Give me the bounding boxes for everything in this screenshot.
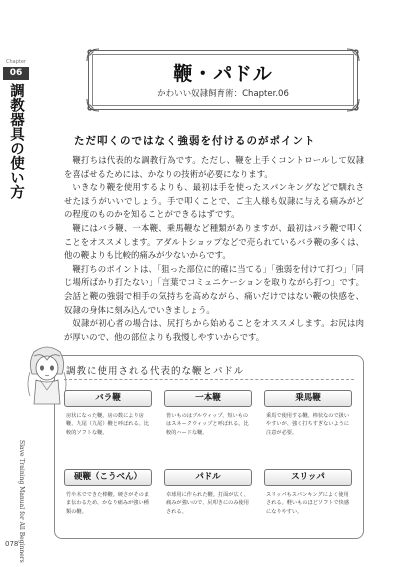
paragraph: 鞭にはバラ鞭、一本鞭、乗馬鞭など種類がありますが、最初はバラ鞭で叩くことをオススメします。アダルトショップなどで売られているバラ鞭の多くは、他の鞭よりも比較的痛みが少ないからです。 bbox=[64, 222, 364, 261]
whip-card bbox=[64, 469, 152, 516]
paragraph: いきなり鞭を使用するよりも、最初は手を使ったスパンキングなどで馴れさせたほうがいいでしょう。手で叩くことで、ご主人様も奴隷に与える痛みがどの程度のものかを知ることができるはずです。 bbox=[64, 182, 364, 220]
whip-name: スリッパ bbox=[264, 469, 352, 486]
whip-description: 房状になった鞭。房の数により房鞭、九尾（九尾）鞭と呼ばれる。比較的ソフトな鞭。 bbox=[66, 413, 150, 436]
whip-name: 硬鞭（こうべん） bbox=[64, 469, 152, 486]
whip-description: スリッパもスパンキングによく使用される。軽いものほどソフトで快感になりやすい。 bbox=[266, 492, 350, 515]
whip-description: 卓球用に作られた鞭。打面が広く、痛みが強いので、尻叩きにのみ使用される。 bbox=[166, 492, 249, 515]
heading-divider bbox=[64, 379, 354, 380]
ornament-corner-icon bbox=[85, 97, 101, 113]
whip-card bbox=[164, 469, 252, 516]
chapter-tab bbox=[3, 60, 29, 80]
paragraph: 鞭打ちは代表的な調教行為です。ただし、鞭を上手くコントロールして奴隷を喜ばせるためには、かなりの技術が必要になります。 bbox=[64, 155, 364, 179]
section-heading: ただ叩くのではなく強弱を付けるのがポイント bbox=[74, 135, 316, 147]
page-number: 078 bbox=[5, 540, 19, 548]
whip-description: 乗馬で使用する鞭。棒状なので扱いやすいが、強く打ちすぎないように注意が必要。 bbox=[266, 413, 350, 436]
table-heading: 調教に使用される代表的な鞭とパドル bbox=[66, 366, 245, 377]
whip-card bbox=[164, 390, 252, 437]
paragraph: 鞭打ちのポイントは、「狙った部位に的確に当てる」「強弱を付けて打つ」「同じ場所ばかり打たない」「言葉でコミュニケーションを取りながら打つ」です。会話と鞭の強弱で相手の気持ちを高めながら、痛いだけではない鞭の快感を、奴隷の身体に刻み込んでいきましょう。 bbox=[64, 263, 364, 315]
whip-name: 乗馬鞭 bbox=[264, 390, 352, 407]
whip-name: 一本鞭 bbox=[164, 390, 252, 407]
title-frame bbox=[88, 50, 358, 110]
chapter-number: 06 bbox=[3, 67, 29, 80]
page-title: 鞭・パドル bbox=[173, 63, 273, 85]
paragraph: 奴隷が初心者の場合は、尻打ちから始めることをオススメします。お尻は肉が厚いので、他の部位よりも我慢しやすいからです。 bbox=[64, 318, 364, 342]
page-subtitle: かわいい奴隷飼育術：Chapter.06 bbox=[157, 89, 289, 99]
vertical-chapter-title: 調教器具の使い方 bbox=[8, 83, 24, 199]
ornament-corner-icon bbox=[345, 97, 361, 113]
whip-description: 皆いものはブルウィップ、短いものはスネークウィップと呼ばれる。比較的ハードな鞭。 bbox=[166, 413, 249, 436]
chapter-word: Chapter bbox=[6, 59, 26, 65]
whip-name: パドル bbox=[164, 469, 252, 486]
vertical-book-title: Slave Training Manual for All Beginners bbox=[18, 440, 25, 563]
whip-card bbox=[64, 390, 152, 437]
whip-description: 竹や木でできた棒鞭。硬さがそのまま伝わるため、かなり痛みが強い種類の鞭。 bbox=[66, 492, 150, 515]
body-text bbox=[64, 154, 364, 344]
whip-name: バラ鞭 bbox=[64, 390, 152, 407]
whip-card bbox=[264, 390, 352, 437]
whip-card bbox=[264, 469, 352, 516]
